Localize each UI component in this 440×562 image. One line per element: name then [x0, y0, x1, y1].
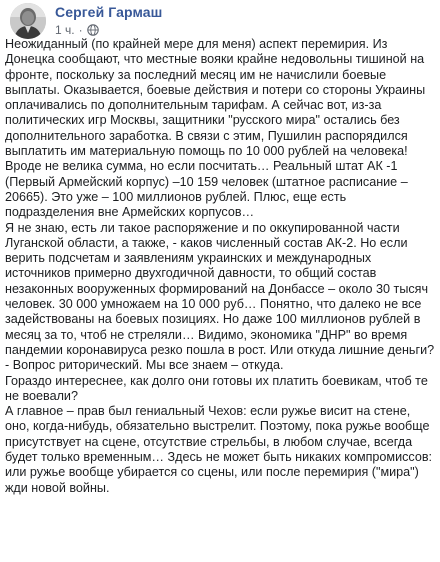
post-paragraph: А главное – прав был гениальный Чехов: если ружье висит на стене, оно, когда-нибудь, обязательно выстрелит. Поэтому, пока ружье вообще присутствует на сцене, отсутствие стрельбы, в любом случае, всегда будет только временным… Здесь не может быть никаких компромиссов: или ружье вообще убирается со сцены, или после перемирия ("мира") жди новой войны. [5, 404, 433, 495]
post-paragraph: Неожиданный (по крайней мере для меня) аспект перемирия. Из Донецка сообщают, что местные вояки крайне недовольны тишиной на фронте, поскольку за последний месяц им не начислили боевые выплаты. Оказывается, боевые действия и потери со стороны Украины оплачивались по дополнительным тарифам. А сейчас вот, из-за политических игр Москвы, защитники "русского мира" остались без дополнительного заработка. В связи с этим, Пушилин распорядился выплатить им материальную помощь по 10 000 рублей на человека! [5, 37, 426, 159]
post-meta [55, 23, 99, 37]
author-name-link[interactable]: Сергей Гармаш [55, 4, 163, 20]
author-avatar[interactable] [10, 3, 46, 39]
post-paragraph: Гораздо интереснее, как долго они готовы их платить боевикам, чтоб те не воевали? [5, 373, 428, 403]
post-paragraph: Я не знаю, есть ли такое распоряжение и по оккупированной части Луганской области, а также, - каков численный состав АК-2. Но если верить подсчетам и заявлениям украинских и международных источников примерно двухгодичной давности, то общий состав незаконных вооруженных формирований на Донбассе – около 30 тысяч человек. 30 000 умножаем на 10 000 руб… Понятно, что далеко не все задействованы на боевых позициях. Но даже 100 миллионов рублей в месяц за то, чтоб не стреляли… Видимо, экономика "ДНР" во время пандемии коронавируса резко пошла в рост. Или откуда лишние деньги? - Вопрос риторический. Мы все знаем – откуда. [5, 220, 435, 373]
avatar-photo [10, 3, 46, 39]
meta-separator: · [78, 23, 83, 37]
post-body [5, 37, 435, 496]
post-paragraph: Вроде не велика сумма, но если посчитать… Реальный штат АК -1 (Первый Армейский корпус) –10 159 человек (штатное расписание – 20665). Это уже – 100 миллионов рублей. Плюс, еще есть подразделения вне Армейских корпусов… [5, 159, 408, 220]
post-timestamp[interactable]: 1 ч. [55, 23, 75, 37]
globe-icon[interactable] [87, 24, 99, 36]
